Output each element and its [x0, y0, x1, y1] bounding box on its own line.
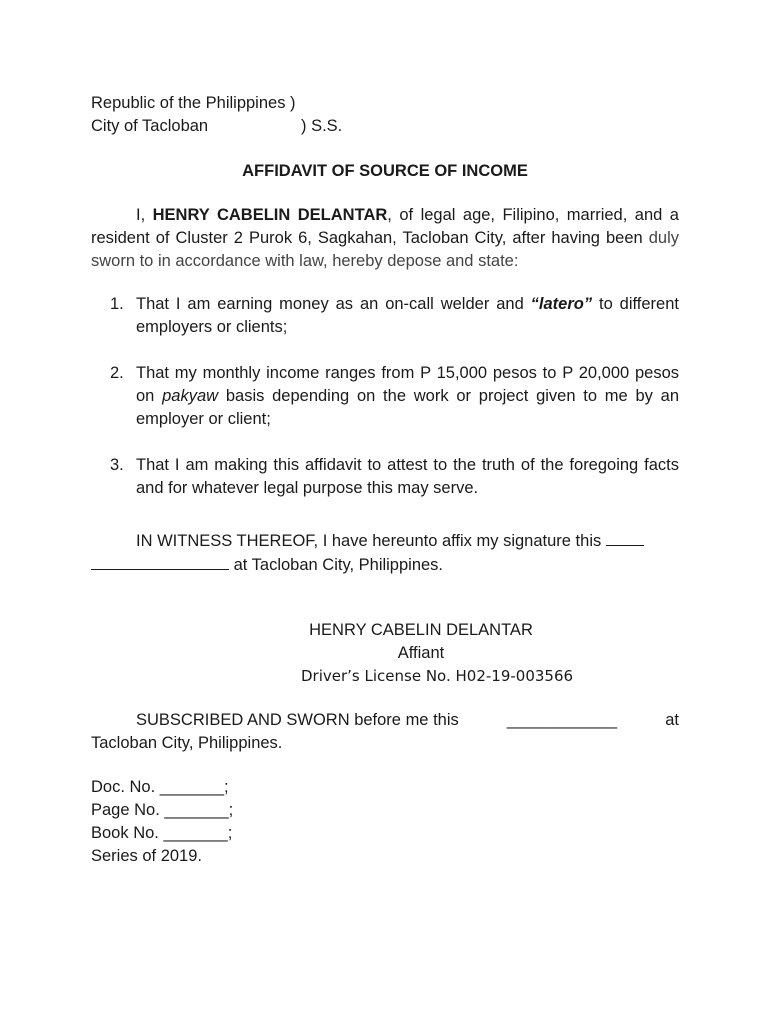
jurat-date-blank: ____________	[506, 711, 618, 729]
notary-block	[91, 776, 233, 868]
doc-no: Doc. No. _______;	[91, 778, 229, 796]
date-blank	[606, 529, 644, 546]
drivers-license: Driver’s License No. H02-19-003566	[301, 667, 574, 685]
statement-list	[91, 293, 679, 500]
affiant-name: HENRY CABELIN DELANTAR	[152, 206, 388, 224]
jurat-paragraph: SUBSCRIBED AND SWORN before me this ____________ at Tacloban City, Philippines.	[91, 711, 679, 752]
date-blank	[91, 553, 229, 570]
intro-paragraph: I, HENRY CABELIN DELANTAR, of legal age, Filipino, married, and a resident of Cluster 2 Purok 6, Sagkahan, Tacloban City, after having been duly sworn to in accordance with law, hereby depose and state:	[91, 206, 679, 270]
venue-ss: ) S.S.	[301, 117, 343, 135]
book-no: Book No. _______;	[91, 824, 233, 842]
venue-block	[91, 92, 431, 138]
witness-paragraph: IN WITNESS THEREOF, I have hereunto affix my signature this at Tacloban City, Philippines.	[91, 529, 679, 577]
list-item: 2. That my monthly income ranges from P 15,000 pesos to P 20,000 pesos on pakyaw basis depending on the work or project given to me by an employer or client;	[110, 364, 680, 428]
list-item: 3. That I am making this affidavit to attest to the truth of the foregoing facts and for whatever legal purpose this may serve.	[110, 456, 679, 497]
document-title: AFFIDAVIT OF SOURCE OF INCOME	[242, 162, 528, 180]
signature-block	[301, 619, 574, 688]
page-no: Page No. _______;	[91, 801, 234, 819]
list-item: 1. That I am earning money as an on-call welder and “latero” to different employers or clients;	[110, 295, 679, 336]
venue-line-republic: Republic of the Philippines )	[91, 94, 296, 112]
venue-line-city: City of Tacloban	[91, 117, 209, 135]
affiant-signature-name: HENRY CABELIN DELANTAR	[309, 621, 533, 639]
affiant-label: Affiant	[397, 644, 445, 662]
series: Series of 2019.	[91, 847, 202, 865]
